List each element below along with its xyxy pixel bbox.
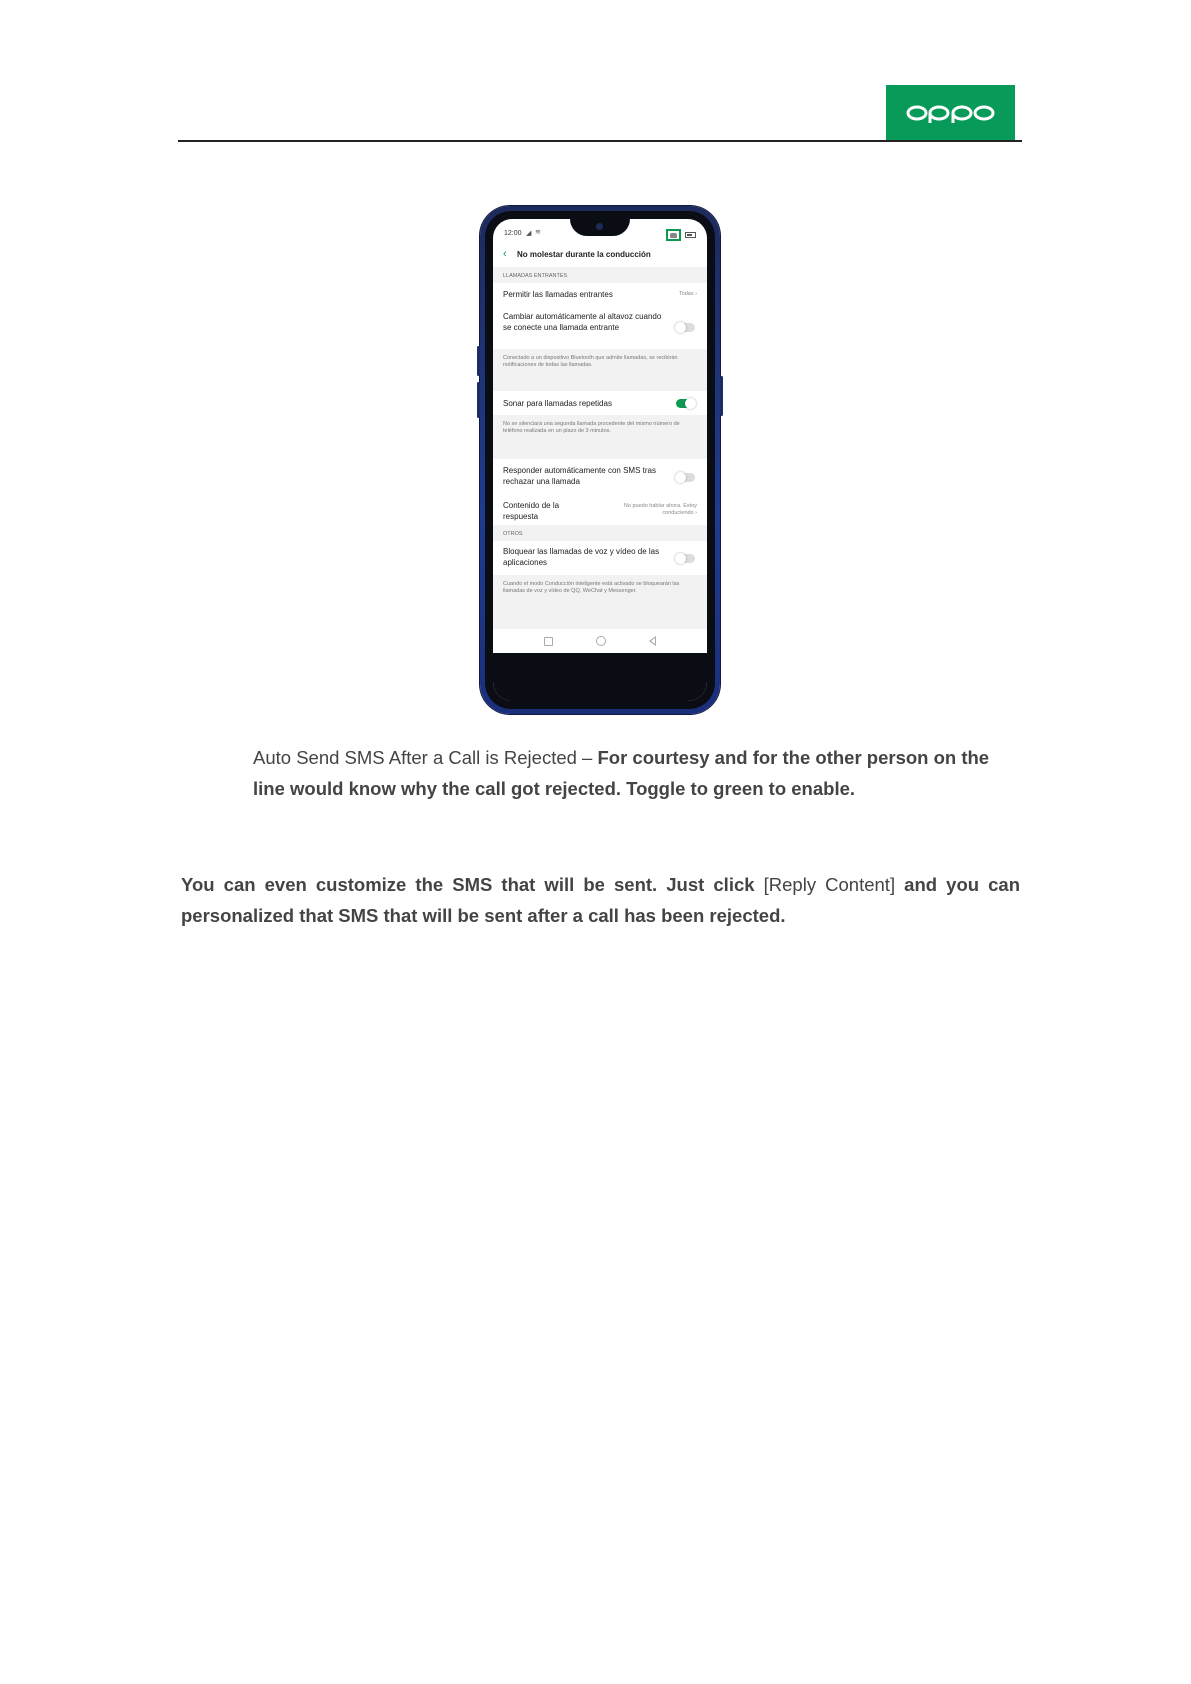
auto-sms-toggle[interactable] — [676, 473, 695, 482]
header-divider — [178, 140, 1022, 142]
setting-label: Permitir las llamadas entrantes — [503, 290, 613, 299]
setting-label: Responder automáticamente con SMS tras rechazar una llamada — [503, 466, 656, 486]
recent-apps-icon[interactable] — [544, 637, 553, 646]
section-header-label: OTROS — [503, 531, 523, 537]
speaker-toggle[interactable] — [676, 323, 695, 332]
screen-title: No molestar durante la conducción — [517, 249, 651, 259]
driving-mode-icon — [666, 229, 681, 241]
back-chevron-icon[interactable]: ‹ — [503, 248, 507, 260]
reply-content-value: No puedo hablar ahora. Estoy conduciendo — [623, 503, 697, 516]
setting-block-app-calls[interactable] — [493, 541, 707, 575]
screen-nav-bar — [493, 243, 707, 265]
signal-icon: ◢ — [526, 230, 532, 237]
android-nav-keys — [493, 629, 707, 653]
para1-lead: Auto Send SMS After a Call is Rejected – — [253, 747, 598, 768]
back-triangle-icon[interactable] — [649, 636, 656, 646]
setting-label: Contenido de la respuesta — [503, 501, 560, 521]
setting-repeat-calls[interactable] — [493, 391, 707, 415]
block-note: Cuando el modo Conducción inteligente está activado se bloquearán las llamadas de voz y vídeo de QQ, WeChat y Messenger. — [503, 581, 680, 594]
phone-power-button — [720, 376, 723, 416]
screen-bottom-bezel — [493, 653, 707, 701]
para2-bold-b: and you can personalized that SMS that will be sent after a call has been rejected. — [181, 874, 1021, 926]
section-header-incoming — [493, 267, 707, 283]
oppo-logo-mark — [906, 102, 996, 124]
setting-note — [493, 349, 707, 391]
wifi-icon: ≋ — [535, 229, 541, 236]
allow-calls-value: Todas — [678, 291, 694, 297]
phone-screen — [493, 219, 707, 701]
phone-mockup — [480, 206, 720, 714]
setting-value: No puedo hablar ahora. Estoy conduciendo › — [623, 503, 697, 516]
phone-volume-button — [477, 346, 480, 376]
setting-label: Sonar para llamadas repetidas — [503, 399, 612, 408]
setting-value: Todas › — [678, 291, 697, 297]
setting-auto-sms[interactable] — [493, 459, 707, 495]
setting-label: Bloquear las llamadas de voz y vídeo de las aplicaciones — [503, 547, 660, 567]
setting-speaker[interactable] — [493, 305, 707, 349]
para2-reply-content: [Reply Content] — [763, 874, 896, 895]
section-header-label: LLAMADAS ENTRANTES — [503, 273, 568, 279]
status-time: 12:00 — [504, 230, 522, 237]
section-header-others — [493, 525, 707, 541]
camera-notch — [570, 219, 630, 236]
repeat-note: No se silenciará una segunda llamada procedente del mismo número de teléfono realizada en un plazo de 3 minutos. — [503, 421, 680, 434]
speaker-note: Conectado a un dispositivo Bluetooth que admite llamadas, se recibirán notificaciones de todas las llamadas. — [503, 355, 678, 368]
oppo-logo — [886, 85, 1015, 140]
para2-bold-a: You can even customize the SMS that will be sent. Just click — [181, 874, 764, 895]
setting-reply-content[interactable] — [493, 495, 707, 525]
home-icon[interactable] — [596, 636, 606, 646]
setting-allow-calls[interactable] — [493, 283, 707, 305]
repeat-calls-toggle[interactable] — [676, 399, 695, 408]
para1-bold: For courtesy and for the other person on the line would know why the call got rejected. Toggle to green to enable. — [253, 747, 990, 799]
paragraph-auto-sms — [253, 742, 1020, 804]
block-app-calls-toggle[interactable] — [676, 554, 695, 563]
camera-icon — [596, 223, 603, 230]
paragraph-customize-sms — [181, 869, 1020, 931]
battery-icon — [685, 232, 696, 238]
setting-label: Cambiar automáticamente al altavoz cuando se conecte una llamada entrante — [503, 312, 662, 332]
phone-bezel — [485, 211, 715, 709]
phone-volume-button — [477, 382, 480, 418]
setting-note — [493, 415, 707, 459]
